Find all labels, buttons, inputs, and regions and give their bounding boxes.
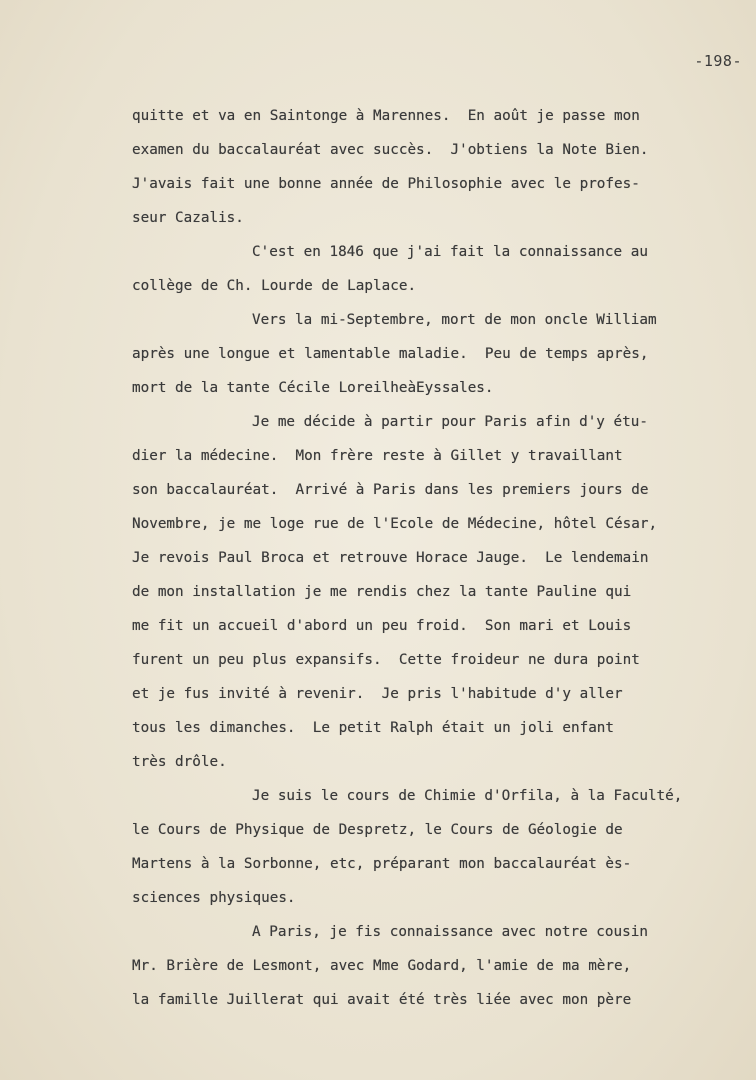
text-line: J'avais fait une bonne année de Philosophie avec le profes- [132, 176, 640, 192]
text-line: son baccalauréat. Arrivé à Paris dans les premiers jours de [132, 482, 649, 498]
text-line: de mon installation je me rendis chez la tante Pauline qui [132, 584, 632, 600]
page-number: -198- [694, 52, 742, 70]
text-line: sciences physiques. [132, 890, 296, 906]
text-line: tous les dimanches. Le petit Ralph était un joli enfant [132, 720, 615, 736]
text-line: dier la médecine. Mon frère reste à Gillet y travaillant [132, 448, 623, 464]
text-line: mort de la tante Cécile LoreilheàEyssales. [132, 380, 494, 396]
text-line: seur Cazalis. [132, 210, 244, 226]
text-line: Mr. Brière de Lesmont, avec Mme Godard, l'amie de ma mère, [132, 958, 632, 974]
text-line: Je suis le cours de Chimie d'Orfila, à la Faculté, [252, 788, 683, 804]
text-line: collège de Ch. Lourde de Laplace. [132, 278, 417, 294]
text-line: Je revois Paul Broca et retrouve Horace Jauge. Le lendemain [132, 550, 649, 566]
text-line: A Paris, je fis connaissance avec notre cousin [252, 924, 648, 940]
text-line: C'est en 1846 que j'ai fait la connaissance au [252, 244, 648, 260]
text-line: Je me décide à partir pour Paris afin d'y étu- [252, 414, 648, 430]
text-line: très drôle. [132, 754, 227, 770]
text-line: me fit un accueil d'abord un peu froid. Son mari et Louis [132, 618, 632, 634]
text-line: après une longue et lamentable maladie. Peu de temps après, [132, 346, 649, 362]
text-line: Novembre, je me loge rue de l'Ecole de Médecine, hôtel César, [132, 516, 658, 532]
text-line: furent un peu plus expansifs. Cette froideur ne dura point [132, 652, 640, 668]
text-line: Martens à la Sorbonne, etc, préparant mon baccalauréat ès- [132, 856, 632, 872]
text-line: Vers la mi-Septembre, mort de mon oncle William [252, 312, 657, 328]
body-text [132, 102, 752, 1020]
text-line: la famille Juillerat qui avait été très liée avec mon père [132, 992, 632, 1008]
text-line: examen du baccalauréat avec succès. J'obtiens la Note Bien. [132, 142, 649, 158]
text-line: le Cours de Physique de Despretz, le Cours de Géologie de [132, 822, 623, 838]
text-line: et je fus invité à revenir. Je pris l'habitude d'y aller [132, 686, 623, 702]
text-line: quitte et va en Saintonge à Marennes. En août je passe mon [132, 108, 640, 124]
